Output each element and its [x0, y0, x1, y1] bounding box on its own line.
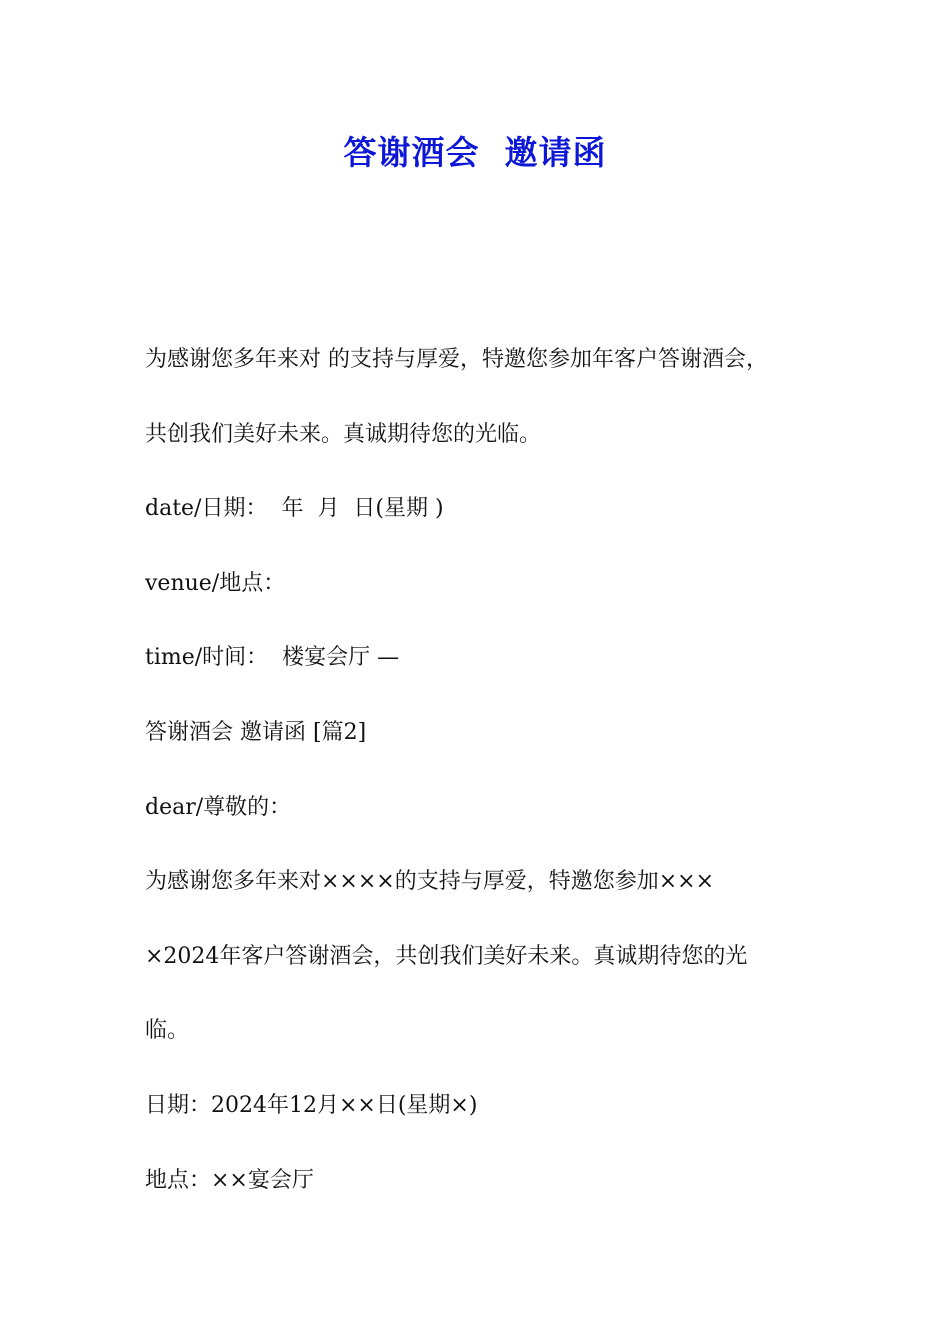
body-line-2: 共创我们美好未来。真诚期待您的光临。 — [145, 422, 542, 447]
venue-line-2: 地点：××宴会厅 — [145, 1168, 314, 1193]
body-line-1: 为感谢您多年来对 的支持与厚爱，特邀您参加年客户答谢酒会， — [145, 347, 768, 372]
document-title: 答谢酒会 邀请函 — [343, 133, 607, 172]
body-line-5: 临。 — [145, 1018, 190, 1043]
date-line-2: 日期：2024年12月××日(星期×) — [145, 1093, 478, 1118]
venue-line: venue/地点： — [145, 571, 286, 596]
time-line: time/时间： 楼宴会厅 — — [145, 645, 400, 670]
section-heading: 答谢酒会 邀请函 [篇2] — [145, 720, 367, 745]
greeting-line: dear/尊敬的： — [145, 795, 292, 820]
date-line: date/日期： 年 月 日(星期 ) — [145, 496, 444, 521]
body-line-4: ×2024年客户答谢酒会，共创我们美好未来。真诚期待您的光 — [145, 944, 748, 969]
body-line-3: 为感谢您多年来对××××的支持与厚爱，特邀您参加××× — [145, 869, 715, 894]
